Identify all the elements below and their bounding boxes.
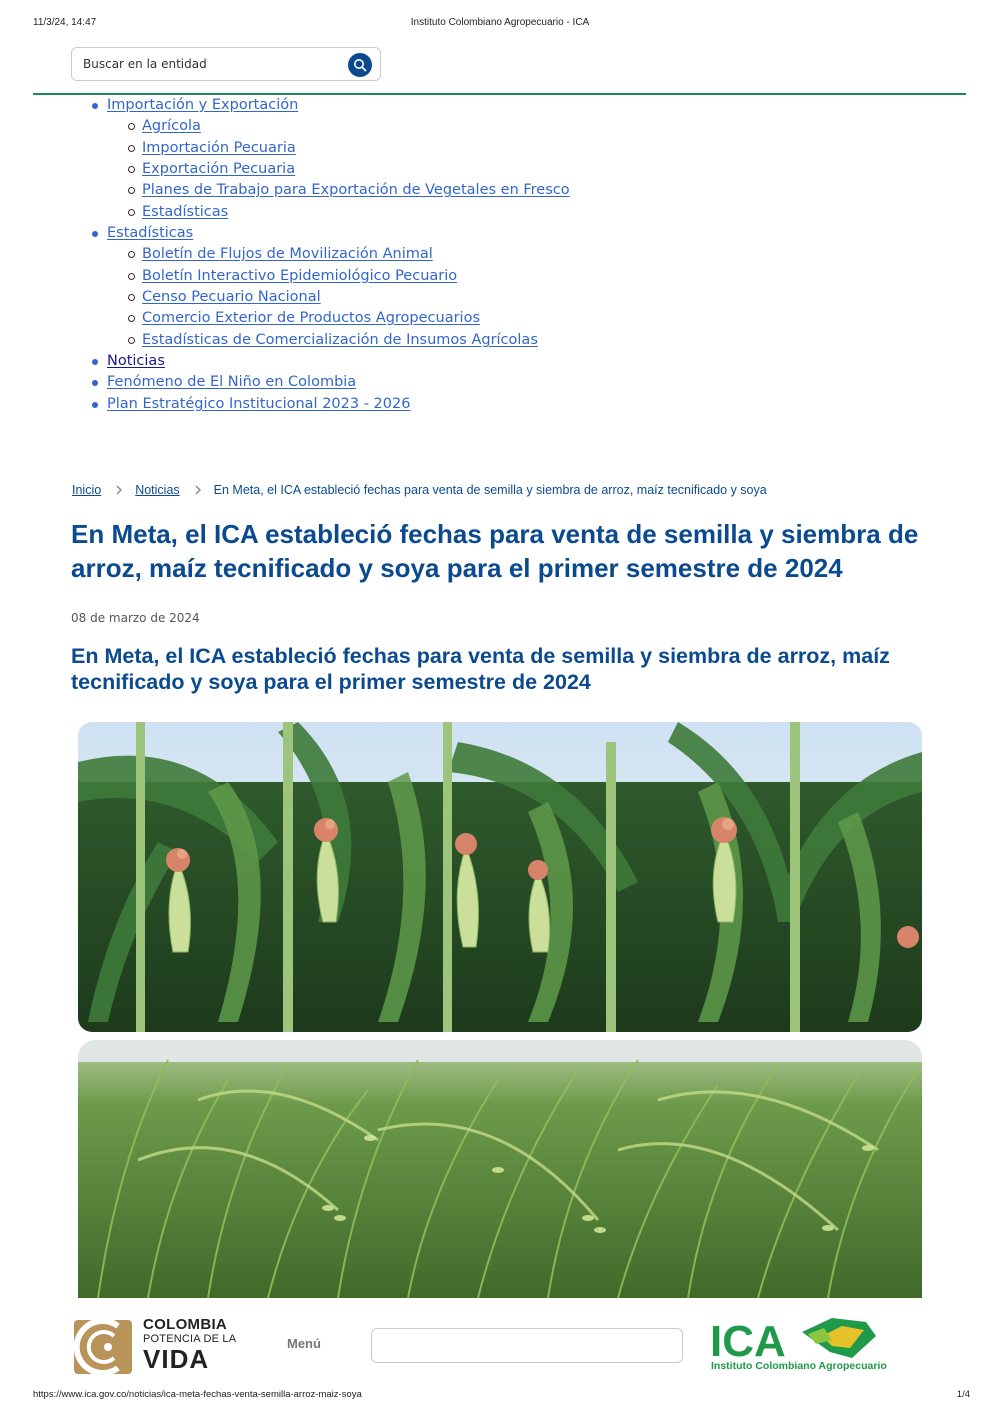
- list-bullet: [92, 402, 98, 408]
- list-bullet: [92, 103, 98, 109]
- nav-link-insumos-agricolas[interactable]: Estadísticas de Comercialización de Insumos Agrícolas: [142, 332, 538, 348]
- nav-item-statistics: [92, 223, 193, 244]
- breadcrumb: [72, 481, 767, 499]
- nav-subitem: [128, 244, 433, 265]
- list-bullet: [128, 209, 135, 216]
- nav-subitem: [128, 116, 201, 137]
- list-bullet: [128, 251, 135, 258]
- nav-item-import-export: [92, 95, 298, 116]
- nav-link-plan[interactable]: Plan Estratégico Institucional 2023 - 2026: [107, 396, 411, 412]
- ica-logo-text: ICA: [710, 1317, 786, 1366]
- page-title: En Meta, el ICA estableció fechas para venta de semilla y siembra de arroz, maíz tecnificado y soya para el primer semestre de 2024: [71, 519, 919, 583]
- breadcrumb-home-link[interactable]: Inicio: [72, 483, 102, 497]
- search-button[interactable]: [348, 53, 372, 77]
- breadcrumb-section-link[interactable]: Noticias: [135, 483, 180, 497]
- nav-link-agricola[interactable]: Agrícola: [142, 118, 201, 134]
- print-page-title: Instituto Colombiano Agropecuario - ICA: [410, 17, 590, 28]
- list-bullet: [92, 231, 98, 237]
- colombia-line-3: VIDA: [143, 1344, 210, 1374]
- nav-item-noticias: [92, 351, 165, 372]
- nav-link-exportacion-pecuaria[interactable]: Exportación Pecuaria: [142, 161, 296, 177]
- nav-item-plan: [92, 394, 410, 415]
- nav-link-boletin-epidemiologico[interactable]: Boletín Interactivo Epidemiológico Pecuario: [142, 268, 458, 284]
- nav-link-estadisticas-ie[interactable]: Estadísticas: [142, 204, 229, 220]
- publication-date: 08 de marzo de 2024: [71, 611, 200, 625]
- nav-subitem: [128, 159, 295, 180]
- nav-link-noticias[interactable]: Noticias: [107, 353, 165, 369]
- corn-field-photo: [78, 722, 922, 1032]
- list-bullet: [128, 273, 135, 280]
- breadcrumb-current: En Meta, el ICA estableció fechas para venta de semilla y siembra de arroz, maíz tecnificado y soya: [213, 483, 767, 497]
- nav-subitem: [128, 308, 480, 329]
- list-bullet: [128, 315, 135, 322]
- list-bullet: [128, 187, 135, 194]
- list-bullet: [92, 359, 98, 365]
- nav-item-nino: [92, 372, 356, 393]
- nav-subitem: [128, 202, 228, 223]
- nav-subitem: [128, 287, 321, 308]
- chevron-right-icon: [113, 484, 125, 496]
- colombia-logo-text: [143, 1317, 236, 1373]
- colombia-line-2: POTENCIA DE LA: [143, 1333, 237, 1345]
- list-bullet: [128, 123, 135, 130]
- nav-link-statistics[interactable]: Estadísticas: [107, 225, 194, 241]
- footer-search-field[interactable]: [371, 1328, 683, 1363]
- list-bullet: [128, 337, 135, 344]
- print-datetime: 11/3/24, 14:47: [33, 17, 97, 28]
- list-bullet: [128, 145, 135, 152]
- nav-link-nino[interactable]: Fenómeno de El Niño en Colombia: [107, 374, 357, 390]
- colombia-line-1: COLOMBIA: [143, 1316, 228, 1333]
- nav-subitem: [128, 138, 296, 159]
- corn-illustration: [78, 722, 922, 1032]
- ica-subtitle: Instituto Colombiano Agropecuario: [711, 1360, 887, 1372]
- nav-link-planes-trabajo[interactable]: Planes de Trabajo para Exportación de Vegetales en Fresco: [142, 182, 570, 198]
- nav-link-censo-pecuario[interactable]: Censo Pecuario Nacional: [142, 289, 321, 305]
- print-url: https://www.ica.gov.co/noticias/ica-meta-fechas-venta-semilla-arroz-maiz-soya: [33, 1389, 362, 1400]
- rice-field-photo: [78, 1040, 922, 1298]
- print-footer: [0, 1386, 1000, 1415]
- nav-link-importacion-pecuaria[interactable]: Importación Pecuaria: [142, 140, 296, 156]
- nav-link-comercio-exterior[interactable]: Comercio Exterior de Productos Agropecuarios: [142, 310, 480, 326]
- nav-subitem: [128, 180, 570, 201]
- nav-subitem: [128, 266, 457, 287]
- list-bullet: [92, 380, 98, 386]
- list-bullet: [128, 166, 135, 173]
- search-placeholder: Buscar en la entidad: [83, 57, 207, 71]
- search-input[interactable]: [71, 47, 381, 81]
- rice-illustration: [78, 1040, 922, 1298]
- article-subtitle: En Meta, el ICA estableció fechas para venta de semilla y siembra de arroz, maíz tecnificado y soya para el primer semestre de 2024: [71, 644, 890, 694]
- menu-button[interactable]: Menú: [287, 1336, 321, 1351]
- print-page-number: 1/4: [956, 1389, 970, 1400]
- list-bullet: [128, 294, 135, 301]
- chevron-right-icon: [192, 484, 204, 496]
- print-header: [0, 0, 1000, 30]
- nav-link-import-export[interactable]: Importación y Exportación: [107, 97, 299, 113]
- search-icon: [353, 58, 367, 72]
- nav-subitem: [128, 330, 538, 351]
- nav-link-boletin-flujos[interactable]: Boletín de Flujos de Movilización Animal: [142, 246, 433, 262]
